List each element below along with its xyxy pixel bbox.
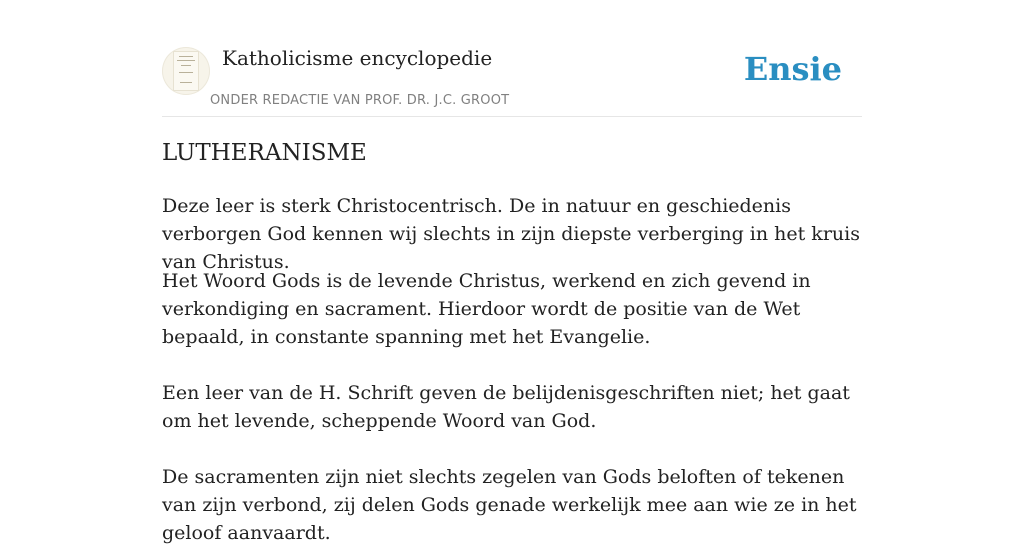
article-paragraph: De sacramenten zijn niet slechts zegelen van Gods beloften of tekenen van zijn verbond, zij delen Gods genade werkelijk mee aan wie ze in het geloof aanvaardt. [162,466,857,544]
article-paragraph: Het Woord Gods is de levende Christus, werkend en zich gevend in verkondiging en sacrament. Hierdoor wordt de positie van de Wet bepaald, in constante spanning met het Evangelie. [162,270,811,348]
encyclopedia-cover-avatar[interactable] [162,47,210,95]
article-title: LUTHERANISME [162,140,367,166]
article-paragraph: Een leer van de H. Schrift geven de belijdenisgeschriften niet; het gaat om het levende, scheppende Woord van God. [162,382,850,432]
site-subtitle: ONDER REDACTIE VAN PROF. DR. J.C. GROOT [210,93,510,108]
site-header [162,0,862,117]
brand-logo[interactable]: Ensie [743,50,842,88]
book-cover-icon [173,51,199,91]
content-column [162,0,862,544]
site-title[interactable]: Katholicisme encyclopedie [222,46,493,70]
article-paragraph: Deze leer is sterk Christocentrisch. De in natuur en geschiedenis verborgen God kennen wij slechts in zijn diepste verberging in het kruis van Christus. [162,195,860,273]
